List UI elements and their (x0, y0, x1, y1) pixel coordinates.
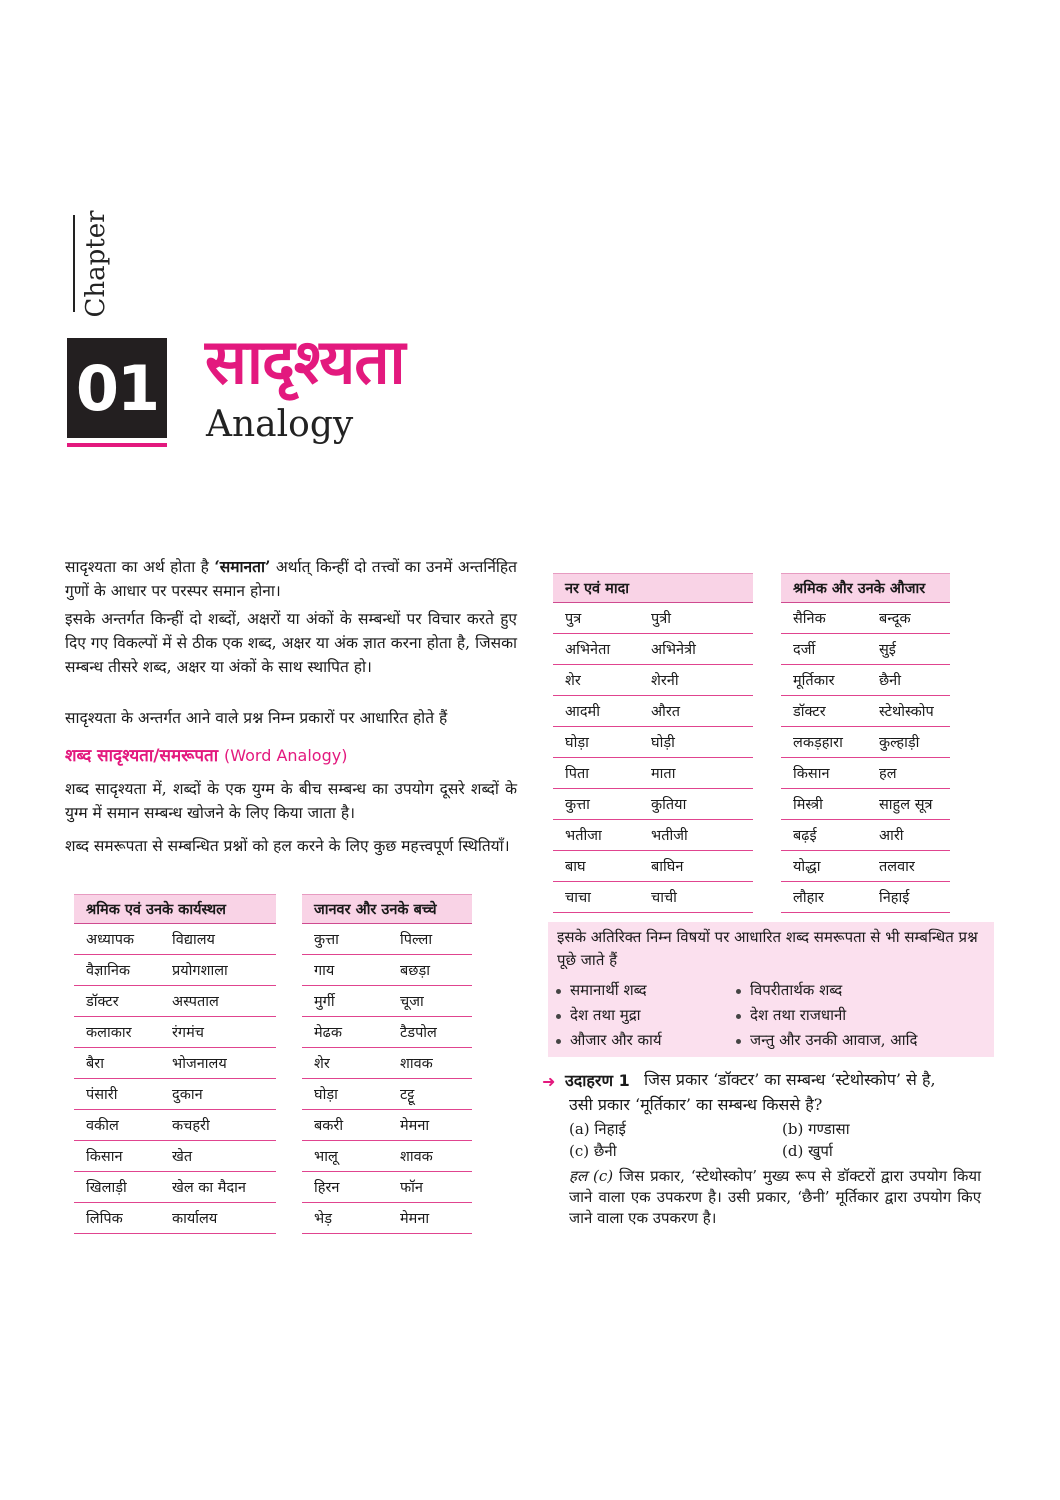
table-cell-left: कुत्ता (565, 797, 590, 813)
table-cell-left: अध्यापक (86, 932, 135, 948)
table-cell-right: छैनी (879, 673, 901, 689)
table-cell-left: सैनिक (793, 611, 826, 627)
example-option-d: (d) खुर्पा (782, 1142, 833, 1160)
table-cell-left: मुर्गी (314, 994, 335, 1010)
table-cell-left: आदमी (565, 704, 600, 720)
table-cell-right: खेल का मैदान (172, 1180, 246, 1196)
table-cell-right: शावक (400, 1056, 433, 1072)
table-cell-right: शावक (400, 1149, 433, 1165)
table-cell-left: बाघ (565, 859, 586, 875)
table-cell-left: किसान (86, 1149, 123, 1165)
intro-paragraph-3: सादृश्यता के अन्तर्गत आने वाले प्रश्न निम्न प्रकारों पर आधारित होते हैं (65, 709, 448, 727)
table-row (302, 1141, 472, 1172)
table-row (74, 1172, 276, 1203)
chapter-title-english: Analogy (206, 404, 354, 445)
table-row (553, 696, 753, 727)
table-row (74, 986, 276, 1017)
example-question-line-2: उसी प्रकार ‘मूर्तिकार’ का सम्बन्ध किससे है? (569, 1095, 823, 1114)
table-cell-right: अस्पताल (172, 994, 219, 1010)
table-cell-right: भतीजी (651, 828, 688, 844)
table-row (553, 882, 753, 913)
table-cell-left: बढ़ई (793, 828, 817, 844)
table-row (553, 758, 753, 789)
info-bullet: देश तथा मुद्रा (556, 1005, 641, 1025)
table-cell-right: आरी (879, 828, 904, 844)
table-row (781, 727, 950, 758)
chapter-underline (67, 443, 167, 447)
section-paragraph-1: शब्द सादृश्यता में, शब्दों के एक युग्म के बीच सम्बन्ध का उपयोग दूसरे शब्दों के युग्म में समान सम्बन्ध खोजने के लिए किया जाता है। (65, 780, 517, 822)
table-cell-right: माता (651, 766, 676, 782)
table-row (781, 789, 950, 820)
table-cell-right: रंगमंच (172, 1025, 204, 1041)
table-cell-right: बन्दूक (879, 611, 911, 627)
info-intro: इसके अतिरिक्त निम्न विषयों पर आधारित शब्द समरूपता से भी सम्बन्धित प्रश्न पूछे जाते हैं (557, 928, 978, 969)
table-row (781, 851, 950, 882)
table-cell-left: लिपिक (86, 1211, 123, 1227)
table-row (302, 1110, 472, 1141)
table-cell-left: घोड़ा (565, 735, 589, 751)
table-cell-right: मेमना (400, 1118, 430, 1134)
table-male-female (553, 573, 753, 913)
table-cell-left: भालू (314, 1149, 338, 1165)
table-cell-right: भोजनालय (172, 1056, 227, 1072)
table-cell-right: कचहरी (172, 1118, 210, 1134)
section-paragraph-2: शब्द समरूपता से सम्बन्धित प्रश्नों को हल करने के लिए कुछ महत्त्वपूर्ण स्थितियाँ। (65, 837, 510, 855)
example-label: उदाहरण 1 (565, 1071, 630, 1090)
table-cell-left: कुत्ता (314, 932, 339, 948)
table-header: श्रमिक और उनके औजार (781, 573, 950, 603)
table-cell-left: दर्जी (793, 642, 816, 658)
table-cell-left: भेड़ (314, 1211, 332, 1227)
table-cell-right: फॉन (400, 1180, 423, 1196)
table-row (302, 1172, 472, 1203)
table-cell-right: हल (879, 766, 897, 782)
table-cell-left: डॉक्टर (793, 704, 826, 720)
table-workers-tools (781, 573, 950, 913)
table-cell-left: खिलाड़ी (86, 1180, 127, 1196)
table-row (553, 820, 753, 851)
example-solution: हल (c) जिस प्रकार, ‘स्टेथोस्कोप’ मुख्य रूप से डॉक्टरों द्वारा उपयोग किया जाने वाला एक उपकरण है। उसी प्रकार, ‘छैनी’ मूर्तिकार द्वारा उपयोग किए जाने वाला एक उपकरण है। (569, 1167, 981, 1227)
table-cell-right: साहुल सूत्र (879, 797, 933, 813)
table-row (781, 603, 950, 634)
table-cell-right: खेत (172, 1149, 193, 1165)
table-cell-left: पिता (565, 766, 590, 782)
chapter-number: 01 (67, 338, 167, 438)
table-header: श्रमिक एवं उनके कार्यस्थल (74, 894, 276, 924)
table-cell-right: टैडपोल (400, 1025, 437, 1041)
table-row (74, 1017, 276, 1048)
table-cell-left: शेर (565, 673, 581, 689)
table-cell-left: लकड़हारा (793, 735, 843, 751)
table-cell-left: गाय (314, 963, 335, 979)
table-header: जानवर और उनके बच्चे (302, 894, 472, 924)
table-cell-left: चाचा (565, 890, 591, 906)
table-cell-right: चाची (651, 890, 677, 906)
table-row (781, 665, 950, 696)
info-bullet: विपरीतार्थक शब्द (736, 980, 842, 1000)
table-cell-right: चूजा (400, 994, 424, 1010)
section-heading: शब्द सादृश्यता/समरूपता (Word Analogy) (65, 746, 348, 766)
table-row (302, 1048, 472, 1079)
table-cell-right: मेमना (400, 1211, 430, 1227)
table-animals-young (302, 894, 472, 1234)
table-row (74, 955, 276, 986)
table-cell-left: अभिनेता (565, 642, 611, 658)
table-row (302, 1017, 472, 1048)
table-cell-left: योद्धा (793, 859, 821, 875)
table-cell-left: डॉक्टर (86, 994, 119, 1010)
table-cell-left: लौहार (793, 890, 824, 906)
table-cell-right: प्रयोगशाला (172, 963, 228, 979)
table-row (74, 1141, 276, 1172)
chapter-title-hindi: सादृश्यता (205, 325, 405, 398)
table-cell-right: सुई (879, 642, 896, 658)
table-cell-left: घोड़ा (314, 1087, 338, 1103)
table-cell-right: घोड़ी (651, 735, 675, 751)
table-cell-right: कार्यालय (172, 1211, 218, 1227)
example-option-b: (b) गण्डासा (782, 1120, 850, 1138)
table-row (74, 1110, 276, 1141)
info-bullet: जन्तु और उनकी आवाज, आदि (736, 1030, 917, 1050)
table-cell-right: कुल्हाड़ी (879, 735, 920, 751)
table-cell-left: कलाकार (86, 1025, 132, 1041)
table-cell-left: मिस्त्री (793, 797, 823, 813)
table-row (781, 758, 950, 789)
example-option-a: (a) निहाई (569, 1120, 626, 1138)
info-box (548, 922, 994, 1057)
table-row (74, 1048, 276, 1079)
intro-bold-term: ‘समानता’ (214, 557, 271, 576)
table-cell-left: भतीजा (565, 828, 602, 844)
table-cell-left: बैरा (86, 1056, 104, 1072)
table-row (74, 1079, 276, 1110)
table-row (553, 789, 753, 820)
table-row (553, 851, 753, 882)
table-cell-left: किसान (793, 766, 830, 782)
table-cell-right: पिल्ला (400, 932, 433, 948)
table-cell-left: बकरी (314, 1118, 344, 1134)
table-row (553, 727, 753, 758)
table-row (302, 1203, 472, 1234)
table-cell-right: विद्यालय (172, 932, 215, 948)
table-row (781, 634, 950, 665)
table-row (781, 696, 950, 727)
table-cell-left: शेर (314, 1056, 330, 1072)
table-cell-right: स्टेथोस्कोप (879, 704, 934, 720)
table-row (302, 924, 472, 955)
table-row (781, 882, 950, 913)
table-cell-right: शेरनी (651, 673, 679, 689)
table-cell-left: हिरन (314, 1180, 340, 1196)
table-cell-left: मेढक (314, 1025, 342, 1041)
table-row (553, 634, 753, 665)
table-row (781, 820, 950, 851)
intro-paragraph-2: इसके अन्तर्गत किन्हीं दो शब्दों, अक्षरों या अंकों के सम्बन्धों पर विचार करते हुए दिए गए विकल्पों में से ठीक एक शब्द, अक्षर या अंक ज्ञात करना होता है, जिसका सम्बन्ध तीसरे शब्द, अक्षर या अंकों के साथ स्थापित हो। (65, 610, 517, 676)
intro-paragraph-1: सादृश्यता का अर्थ होता है ‘समानता’ अर्थात् किन्हीं दो तत्त्वों का उनमें अन्तर्निहित गुणों के आधार पर परस्पर समान होना। (65, 557, 517, 600)
table-row (302, 955, 472, 986)
info-bullet: औजार और कार्य (556, 1030, 662, 1050)
info-bullet: समानार्थी शब्द (556, 980, 647, 1000)
table-cell-right: बाघिन (651, 859, 684, 875)
table-cell-left: वैज्ञानिक (86, 963, 131, 979)
chapter-label: Chapter (81, 209, 111, 318)
table-cell-right: अभिनेत्री (651, 642, 696, 658)
table-workers-places (74, 894, 276, 1234)
info-bullet: देश तथा राजधानी (736, 1005, 846, 1025)
table-cell-left: पुत्र (565, 611, 582, 627)
table-row (553, 665, 753, 696)
table-cell-right: दुकान (172, 1087, 203, 1103)
table-header: नर एवं मादा (553, 573, 753, 603)
table-row (302, 1079, 472, 1110)
table-row (74, 1203, 276, 1234)
table-cell-right: कुतिया (651, 797, 687, 813)
table-cell-left: पंसारी (86, 1087, 118, 1103)
table-row (302, 986, 472, 1017)
table-row (74, 924, 276, 955)
table-cell-right: पुत्री (651, 611, 671, 627)
table-cell-right: औरत (651, 704, 681, 720)
chapter-divider (73, 215, 75, 312)
table-cell-left: वकील (86, 1118, 119, 1134)
table-cell-left: मूर्तिकार (793, 673, 835, 689)
example-option-c: (c) छैनी (569, 1142, 617, 1160)
table-cell-right: टट्टू (400, 1087, 415, 1103)
example-question-line-1: जिस प्रकार ‘डॉक्टर’ का सम्बन्ध ‘स्टेथोस्कोप’ से है, (644, 1070, 936, 1089)
table-cell-right: तलवार (879, 859, 915, 875)
table-cell-right: बछड़ा (400, 963, 430, 979)
table-row (553, 603, 753, 634)
arrow-icon: ➜ (542, 1072, 556, 1091)
table-cell-right: निहाई (879, 890, 910, 906)
